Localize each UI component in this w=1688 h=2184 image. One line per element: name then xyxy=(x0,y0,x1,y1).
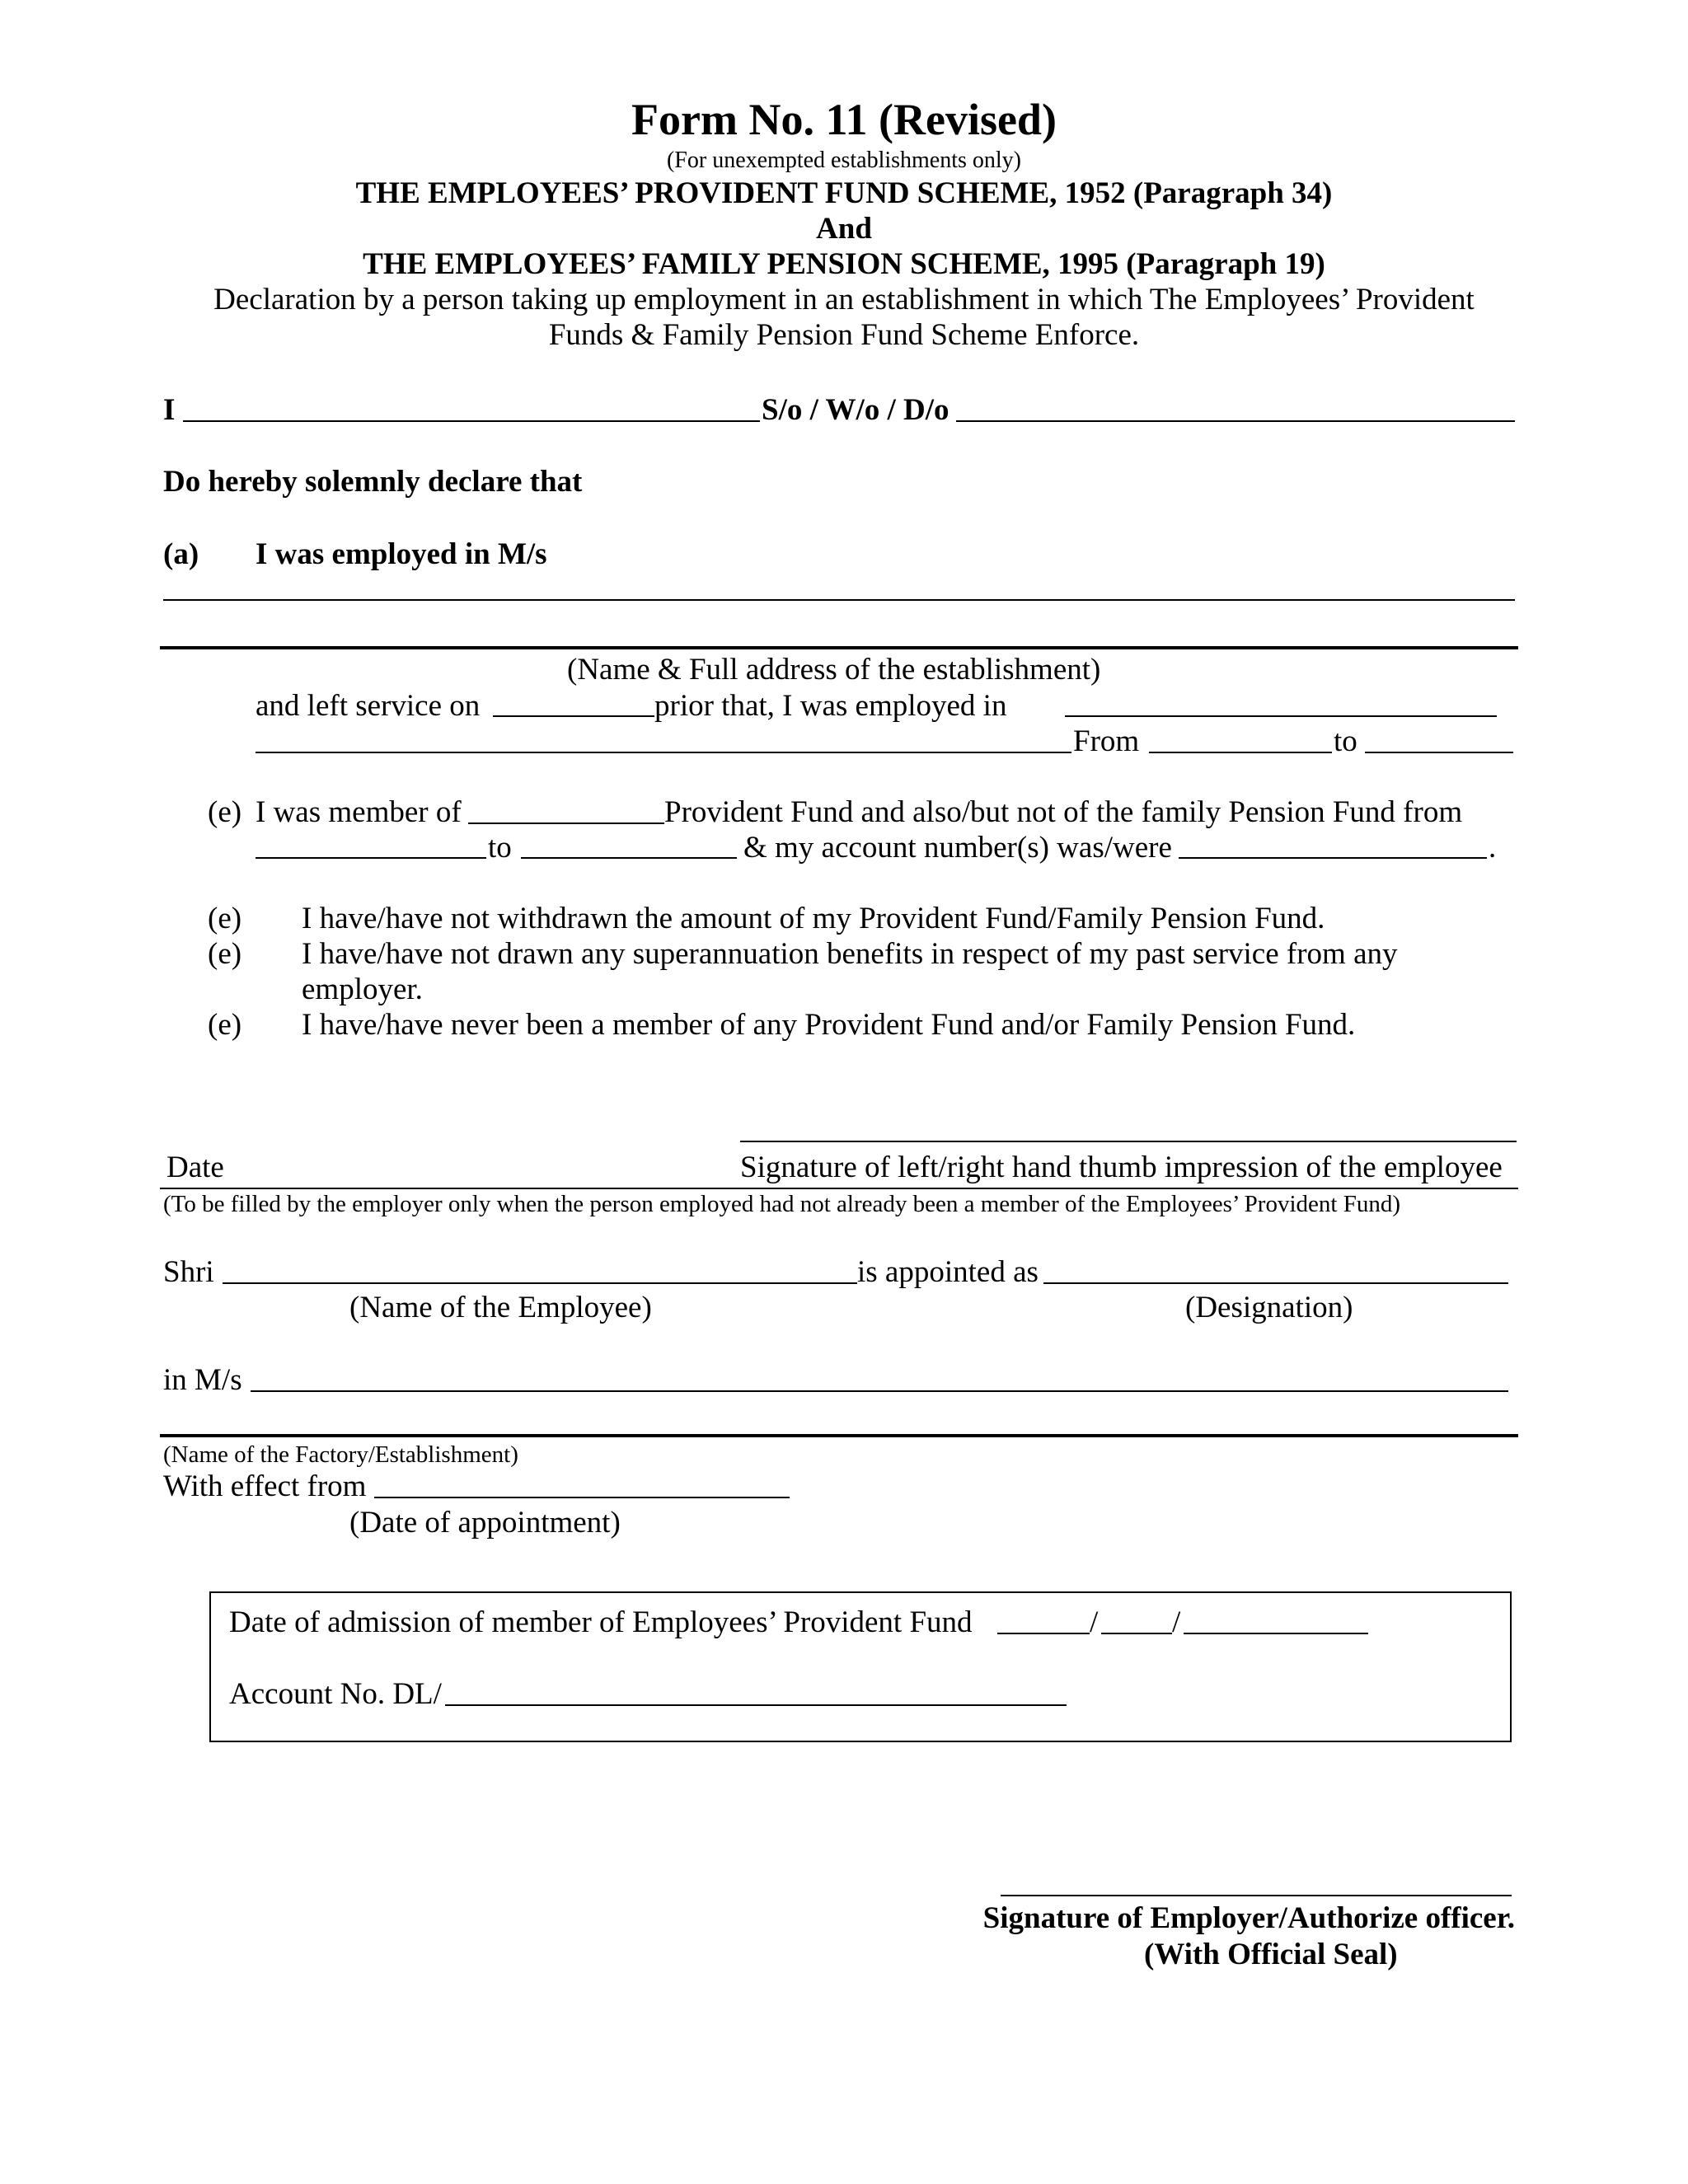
establishment-address-field-2[interactable] xyxy=(160,646,1518,649)
employee-name-caption: (Name of the Employee) xyxy=(349,1291,652,1324)
in-ms-label: in M/s xyxy=(163,1363,242,1397)
factory-caption: (Name of the Factory/Establishment) xyxy=(163,1441,518,1468)
item-a-text: I was employed in M/s xyxy=(256,537,547,571)
designation-caption: (Designation) xyxy=(1185,1291,1353,1324)
item-never-member-marker: (e) xyxy=(208,1008,242,1042)
admission-year-field[interactable] xyxy=(1184,1633,1368,1634)
member-of-text: Provident Fund and also/but not of the family Pension Fund from xyxy=(664,795,1463,829)
item-superannuation-marker: (e) xyxy=(208,937,242,971)
and-heading: And xyxy=(816,212,872,246)
employee-signature-field[interactable] xyxy=(740,1141,1517,1142)
appointment-date-field[interactable] xyxy=(374,1497,790,1498)
employer-note: (To be filled by the employer only when the person employed had not already been a member of the Employees’ Provident Fund) xyxy=(163,1191,1400,1217)
account-no-field[interactable] xyxy=(445,1704,1067,1706)
item-a-marker: (a) xyxy=(163,537,199,571)
official-seal-label: (With Official Seal) xyxy=(1144,1938,1398,1971)
date-label: Date xyxy=(166,1151,224,1184)
provident-fund-name-field[interactable] xyxy=(468,823,664,824)
employee-name-field[interactable] xyxy=(223,1282,857,1284)
membership-to-label: to xyxy=(488,831,512,865)
employer-signature-field[interactable] xyxy=(1001,1895,1512,1896)
prior-employer-field-2[interactable] xyxy=(256,752,1071,753)
form-subtitle: (For unexempted establishments only) xyxy=(666,148,1022,173)
admission-date-label: Date of admission of member of Employees’ Provident Fund xyxy=(229,1605,973,1639)
item-never-member-text: I have/have never been a member of any Provident Fund and/or Family Pension Fund. xyxy=(302,1008,1356,1042)
to-label: to xyxy=(1334,724,1357,758)
appointment-date-caption: (Date of appointment) xyxy=(349,1506,621,1540)
left-service-date-field[interactable] xyxy=(493,715,654,717)
item-withdrawn-text: I have/have not withdrawn the amount of my Provident Fund/Family Pension Fund. xyxy=(302,902,1325,935)
declaration-text-line2: Funds & Family Pension Fund Scheme Enforce. xyxy=(548,318,1140,352)
factory-name-field[interactable] xyxy=(251,1390,1508,1392)
member-of-label: I was member of xyxy=(256,795,462,829)
from-label: From xyxy=(1073,724,1140,758)
left-service-label: and left service on xyxy=(256,689,481,723)
shri-label: Shri xyxy=(163,1255,214,1289)
item-superannuation-text: I have/have not drawn any superannuation benefits in respect of my past service from any xyxy=(302,937,1398,971)
from-date-field[interactable] xyxy=(1149,752,1332,753)
form-title: Form No. 11 (Revised) xyxy=(631,95,1057,144)
admission-month-field[interactable] xyxy=(1101,1633,1172,1634)
membership-from-field[interactable] xyxy=(256,857,486,859)
account-period: . xyxy=(1489,831,1497,865)
item-superannuation-text-2: employer. xyxy=(302,972,423,1006)
declaration-text-line1: Declaration by a person taking up employment in an establishment in which The Employees’ Provident xyxy=(213,283,1475,316)
admission-slash-2: / xyxy=(1172,1605,1181,1639)
scheme-epf-heading: THE EMPLOYEES’ PROVIDENT FUND SCHEME, 1952 (Paragraph 34) xyxy=(355,176,1333,210)
appointed-as-label: is appointed as xyxy=(857,1255,1039,1289)
employee-signature-label: Signature of left/right hand thumb impression of the employee xyxy=(740,1151,1503,1184)
prior-employer-field[interactable] xyxy=(1065,715,1497,717)
establishment-address-field-1[interactable] xyxy=(163,599,1515,601)
solemn-declaration: Do hereby solemnly declare that xyxy=(163,465,583,499)
section-divider xyxy=(160,1188,1518,1189)
admission-slash-1: / xyxy=(1090,1605,1099,1639)
account-no-label: Account No. DL/ xyxy=(229,1677,442,1711)
relation-name-field[interactable] xyxy=(956,420,1515,422)
account-number-label: & my account number(s) was/were xyxy=(743,831,1172,865)
account-number-field[interactable] xyxy=(1179,857,1487,859)
item-withdrawn-marker: (e) xyxy=(208,902,242,935)
scheme-pension-heading: THE EMPLOYEES’ FAMILY PENSION SCHEME, 1995 (Paragraph 19) xyxy=(363,247,1325,281)
item-member-marker: (e) xyxy=(208,795,242,829)
factory-name-field-2[interactable] xyxy=(160,1434,1518,1437)
declarant-name-field[interactable] xyxy=(183,420,760,422)
i-label: I xyxy=(163,393,176,427)
prior-employed-label: prior that, I was employed in xyxy=(654,689,1007,723)
admission-day-field[interactable] xyxy=(997,1633,1090,1634)
to-date-field[interactable] xyxy=(1365,752,1513,753)
relation-label: S/o / W/o / D/o xyxy=(762,393,950,427)
designation-field[interactable] xyxy=(1043,1282,1508,1284)
membership-to-field[interactable] xyxy=(521,857,737,859)
establishment-caption: (Name & Full address of the establishment) xyxy=(567,653,1101,687)
with-effect-label: With effect from xyxy=(163,1469,367,1503)
employer-signature-label: Signature of Employer/Authorize officer. xyxy=(982,1901,1515,1935)
